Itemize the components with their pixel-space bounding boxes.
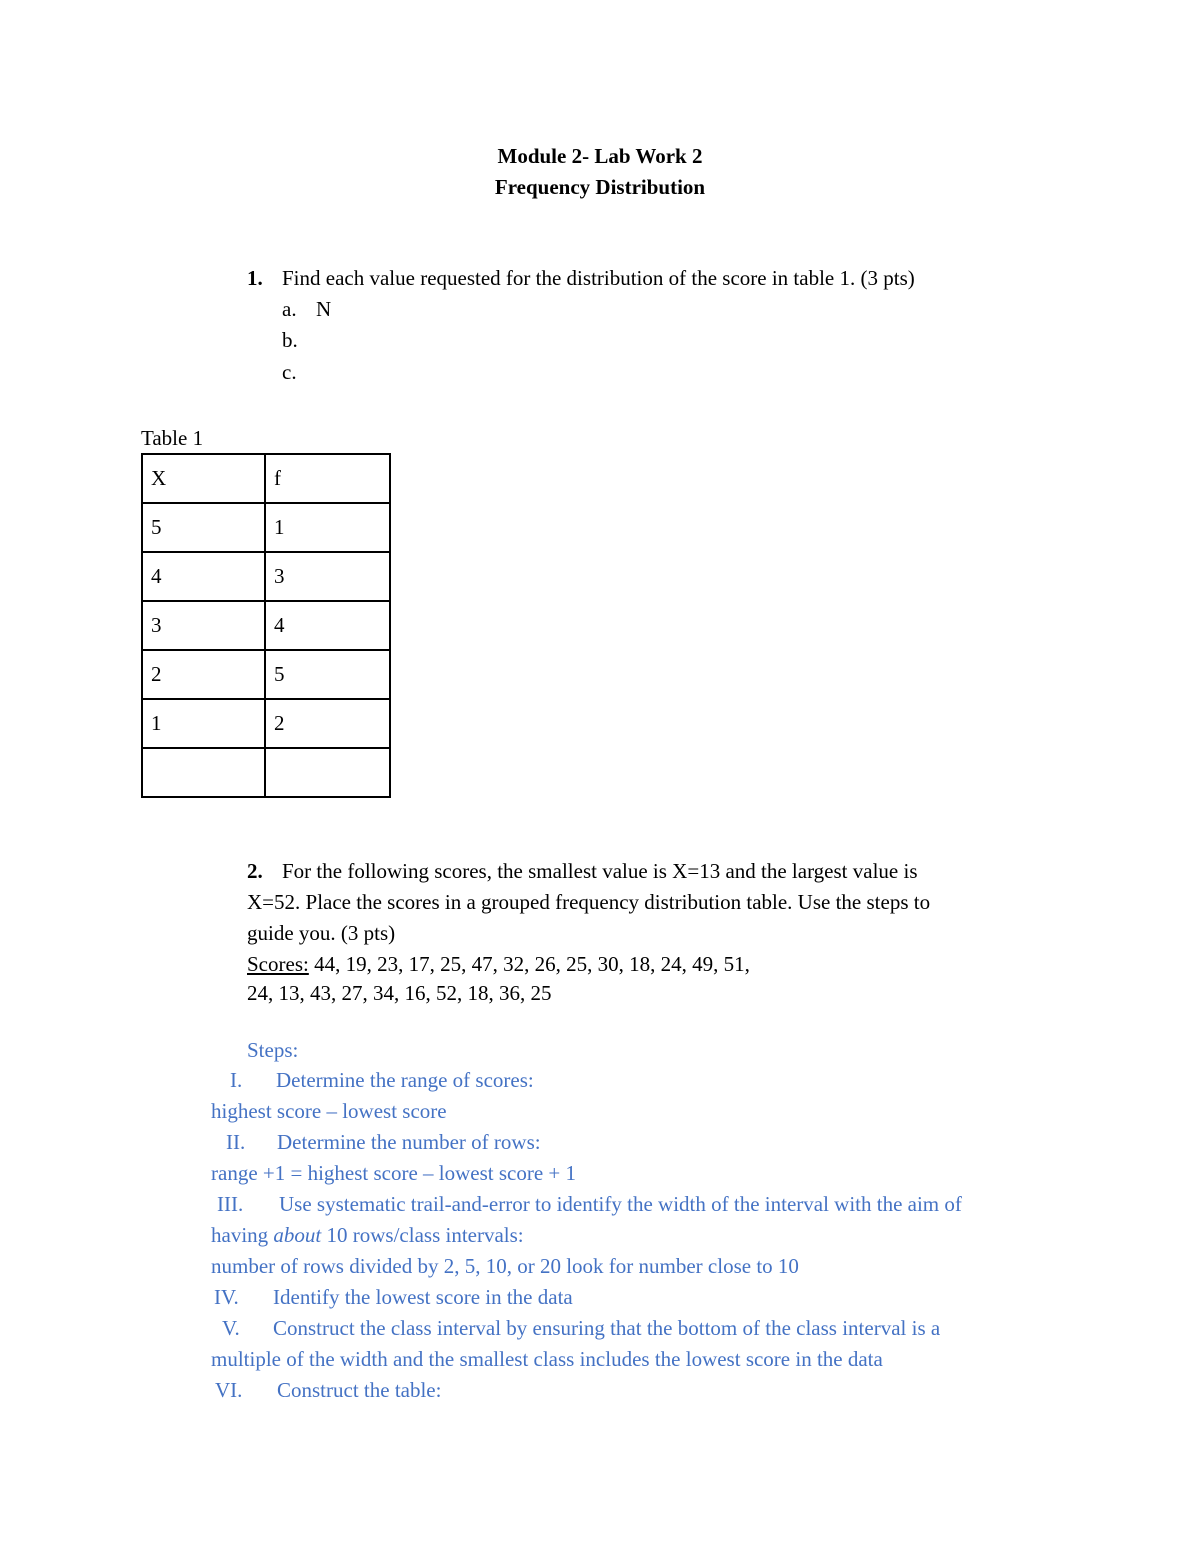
step-4-number: IV. [214, 1285, 239, 1309]
table-cell-x: 3 [142, 601, 265, 650]
step-5-continuation: multiple of the width and the smallest class includes the lowest score in the data [211, 1347, 883, 1371]
step-2-text: Determine the number of rows: [277, 1130, 541, 1154]
step-5-text: Construct the class interval by ensuring that the bottom of the class interval is a [273, 1316, 941, 1340]
table-header-row [142, 454, 390, 503]
steps-heading: Steps: [247, 1038, 299, 1062]
step-3-continuation [211, 1223, 524, 1248]
q1-text: Find each value requested for the distribution of the score in table 1. (3 pts) [282, 266, 915, 290]
q2-line3: guide you. (3 pts) [247, 921, 396, 945]
step-3-cont-a: having [211, 1223, 274, 1247]
table-cell-x: 2 [142, 650, 265, 699]
table-cell-x: 4 [142, 552, 265, 601]
table-row [142, 552, 390, 601]
table-caption: Table 1 [141, 426, 204, 450]
q1-item-b-label: b. [282, 328, 298, 352]
step-2-number: II. [226, 1130, 246, 1154]
step-1-text: Determine the range of scores: [276, 1068, 534, 1092]
q1-item-c-label: c. [282, 360, 297, 384]
scores-label: Scores: [247, 952, 309, 976]
table-row [142, 601, 390, 650]
table-row [142, 699, 390, 748]
table-row-empty [142, 748, 390, 797]
table-row [142, 650, 390, 699]
table-cell-f: 3 [265, 552, 390, 601]
step-4-text: Identify the lowest score in the data [273, 1285, 573, 1309]
table-cell-f: 5 [265, 650, 390, 699]
page-subtitle: Frequency Distribution [494, 175, 706, 199]
q1-item-a-text: N [316, 297, 332, 321]
step-3-formula: number of rows divided by 2, 5, 10, or 20 look for number close to 10 [211, 1254, 799, 1278]
table-header-f: f [265, 454, 390, 503]
step-6-number: VI. [215, 1378, 243, 1402]
step-3-cont-b: 10 rows/class intervals: [321, 1223, 524, 1247]
step-3-text: Use systematic trail-and-error to identify the width of the interval with the aim of [279, 1192, 962, 1216]
q2-line2: X=52. Place the scores in a grouped frequency distribution table. Use the steps to [247, 890, 931, 914]
table-header-x: X [142, 454, 265, 503]
q2-scores-line2: 24, 13, 43, 27, 34, 16, 52, 18, 36, 25 [247, 981, 552, 1005]
scores-values-1: 44, 19, 23, 17, 25, 47, 32, 26, 25, 30, 18, 24, 49, 51, [308, 952, 750, 976]
table-cell-f: 4 [265, 601, 390, 650]
q2-scores-line1 [247, 952, 750, 977]
step-5-number: V. [222, 1316, 240, 1340]
page-title: Module 2- Lab Work 2 [497, 144, 703, 168]
step-6-text: Construct the table: [277, 1378, 442, 1402]
table-cell-f: 2 [265, 699, 390, 748]
step-1-formula: highest score – lowest score [211, 1099, 447, 1123]
q1-item-a-label: a. [282, 297, 297, 321]
table-cell-f [265, 748, 390, 797]
table-cell-f: 1 [265, 503, 390, 552]
table-row [142, 503, 390, 552]
step-3-cont-emphasis: about [273, 1223, 322, 1247]
frequency-table [141, 453, 391, 798]
q2-number: 2. [247, 859, 263, 883]
q2-line1: For the following scores, the smallest value is X=13 and the largest value is [282, 859, 918, 883]
table-cell-x [142, 748, 265, 797]
step-2-formula: range +1 = highest score – lowest score + 1 [211, 1161, 577, 1185]
step-3-number: III. [217, 1192, 244, 1216]
table-cell-x: 1 [142, 699, 265, 748]
q1-number: 1. [247, 266, 263, 290]
table-cell-x: 5 [142, 503, 265, 552]
step-1-number: I. [230, 1068, 243, 1092]
